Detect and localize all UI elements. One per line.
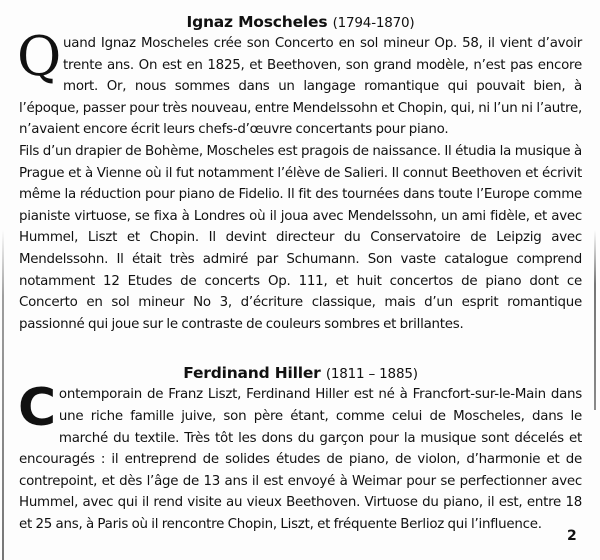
paragraph-text: ontemporain de Franz Liszt, Ferdinand Hiller est né à Francfort-sur-le-Main dans une riche famille juive, son père étant, comme celui de Moscheles, dans le marché du textile. Très tôt les dons du garçon pour la musique sont décelés et encouragés : il entreprend de solides études de piano, de violon, d’harmonie et de contrepoint, et dès l’âge de 13 ans il est envoyé à Weimar pour se perfectionner avec Hummel, avec qui il rend visite au vieux Beethoven. Virtuose du piano, il est, entre 18 et 25 ans, à Paris où il rencontre Chopin, Liszt, et fréquente Berlioz qui l’influence. [19,387,582,532]
drop-cap: C [18,378,56,439]
paragraph [17,25,582,141]
paragraph [18,378,582,535]
document-content [19,12,582,535]
composer-name: Ignaz Moscheles [186,13,328,31]
drop-cap: Q [17,25,62,88]
section-hiller [19,363,582,535]
paragraph-text: uand Ignaz Moscheles crée son Concerto en sol mineur Op. 58, il vient d’avoir trente ans. On est en 1825, et Beethoven, son grand modèle, n’est pas encore mort. Or, nous sommes dans un langage romantique qui pouvait bien, à l’époque, passer pour très nouveau, entre Mendelssohn et Chopin, qui, ni l’un ni l’autre, n’avaient encore écrit leurs chefs-d’œuvre concertants pour piano. [19,36,582,138]
composer-name: Ferdinand Hiller [183,364,321,383]
section-heading [19,363,582,384]
scan-edge-right [594,230,596,410]
composer-dates: (1811 – 1885) [325,366,418,383]
scan-edge-left [2,230,4,560]
section-moscheles [19,12,582,335]
section-spacer [19,335,582,363]
paragraph [19,141,582,335]
paragraph-text: Fils d’un drapier de Bohème, Moscheles est pragois de naissance. Il étudia la musique à Prague et à Vienne où il fut notamment l’élève de Salieri. Il connut Beethoven et écrivit même la réduction pour piano de Fidelio. Il fit des tournées dans toute l’Europe comme pianiste virtuose, se fixa à Londres où il joua avec Mendelssohn, un ami fidèle, et avec Hummel, Liszt et Chopin. Il devint directeur du Conservatoire de Leipzig avec Mendelssohn. Il était très admiré par Schumann. Son vaste catalogue comprend notamment 12 Etudes de concerts Op. 111, et huit concertos de piano dont ce Concerto en sol mineur No 3, d’écriture classique, mais d’un esprit romantique passionné qui joue sur le contraste de couleurs sombres et brillantes. [19,143,582,332]
composer-dates: (1794-1870) [332,15,415,31]
section-heading [19,12,582,33]
page-number: 2 [567,528,577,544]
